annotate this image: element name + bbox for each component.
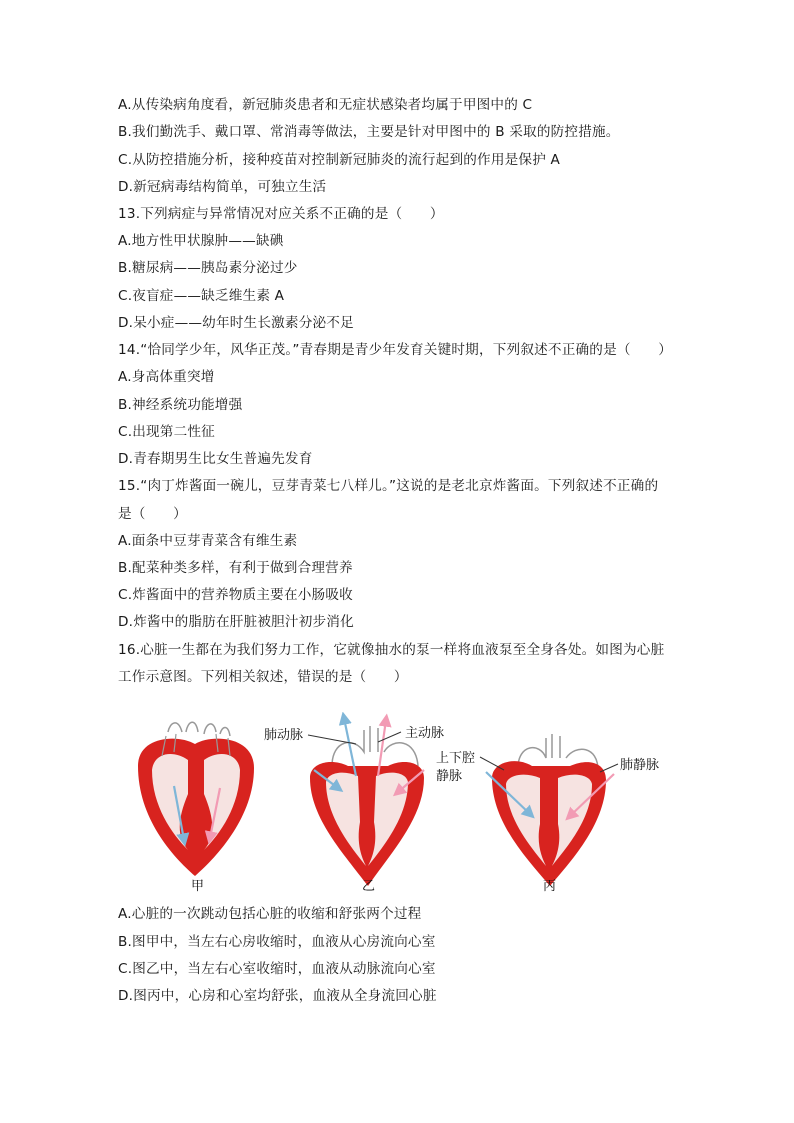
q15-option-d: D.炸酱中的脂肪在肝脏被胆汁初步消化 [118, 614, 354, 630]
heart-jia [138, 722, 254, 876]
caption-bing: 丙 [543, 879, 557, 894]
q13-option-c: C.夜盲症——缺乏维生素 A [118, 288, 285, 304]
q15-stem-line1: 15.“肉丁炸酱面一碗儿，豆芽青菜七八样儿。”这说的是老北京炸酱面。下列叙述不正确的 [118, 478, 659, 494]
label-vena-cava-line1: 上下腔 [436, 751, 476, 766]
q16-option-b: B.图甲中，当左右心房收缩时，血液从心房流向心室 [118, 934, 436, 950]
q12-option-b: B.我们勤洗手、戴口罩、常消毒等做法，主要是针对甲图中的 B 采取的防控措施。 [118, 124, 620, 140]
q14-option-c: C.出现第二性征 [118, 424, 215, 440]
q13-stem: 13.下列病症与异常情况对应关系不正确的是（ ） [118, 206, 444, 222]
q15-option-c: C.炸酱面中的营养物质主要在小肠吸收 [118, 587, 353, 603]
q14-option-a: A.身高体重突增 [118, 369, 215, 385]
q13-option-b: B.糖尿病——胰岛素分泌过少 [118, 260, 298, 276]
label-pulmonary-artery: 肺动脉 [264, 728, 304, 743]
q14-stem: 14.“恰同学少年，风华正茂。”青春期是青少年发育关键时期，下列叙述不正确的是（ ） [118, 342, 673, 358]
heart-bing [486, 734, 614, 886]
label-vena-cava-line2: 静脉 [436, 769, 463, 784]
q14-option-d: D.青春期男生比女生普遍先发育 [118, 451, 313, 467]
q16-option-c: C.图乙中，当左右心室收缩时，血液从动脉流向心室 [118, 961, 436, 977]
q13-option-d: D.呆小症——幼年时生长激素分泌不足 [118, 315, 354, 331]
q12-option-d: D.新冠病毒结构简单，可独立生活 [118, 179, 327, 195]
q12-option-a: A.从传染病角度看，新冠肺炎患者和无症状感染者均属于甲图中的 C [118, 97, 533, 113]
q15-option-b: B.配菜种类多样，有利于做到合理营养 [118, 560, 353, 576]
q13-option-a: A.地方性甲状腺肿——缺碘 [118, 233, 284, 249]
q16-option-a: A.心脏的一次跳动包括心脏的收缩和舒张两个过程 [118, 906, 422, 922]
caption-jia: 甲 [191, 879, 205, 894]
q15-option-a: A.面条中豆芽青菜含有维生素 [118, 533, 298, 549]
label-pulmonary-vein: 肺静脉 [620, 758, 660, 773]
label-aorta: 主动脉 [405, 726, 445, 741]
q16-option-d: D.图丙中，心房和心室均舒张，血液从全身流回心脏 [118, 988, 437, 1004]
heart-yi [310, 718, 424, 886]
q12-option-c: C.从防控措施分析，接种疫苗对控制新冠肺炎的流行起到的作用是保护 A [118, 152, 561, 168]
heart-diagram [118, 712, 678, 897]
q14-option-b: B.神经系统功能增强 [118, 397, 243, 413]
q15-stem-line2: 是（ ） [118, 506, 187, 522]
caption-yi: 乙 [362, 879, 376, 894]
q16-stem-line1: 16.心脏一生都在为我们努力工作，它就像抽水的泵一样将血液泵至全身各处。如图为心脏 [118, 642, 665, 658]
q16-stem-line2: 工作示意图。下列相关叙述，错误的是（ ） [118, 669, 408, 685]
